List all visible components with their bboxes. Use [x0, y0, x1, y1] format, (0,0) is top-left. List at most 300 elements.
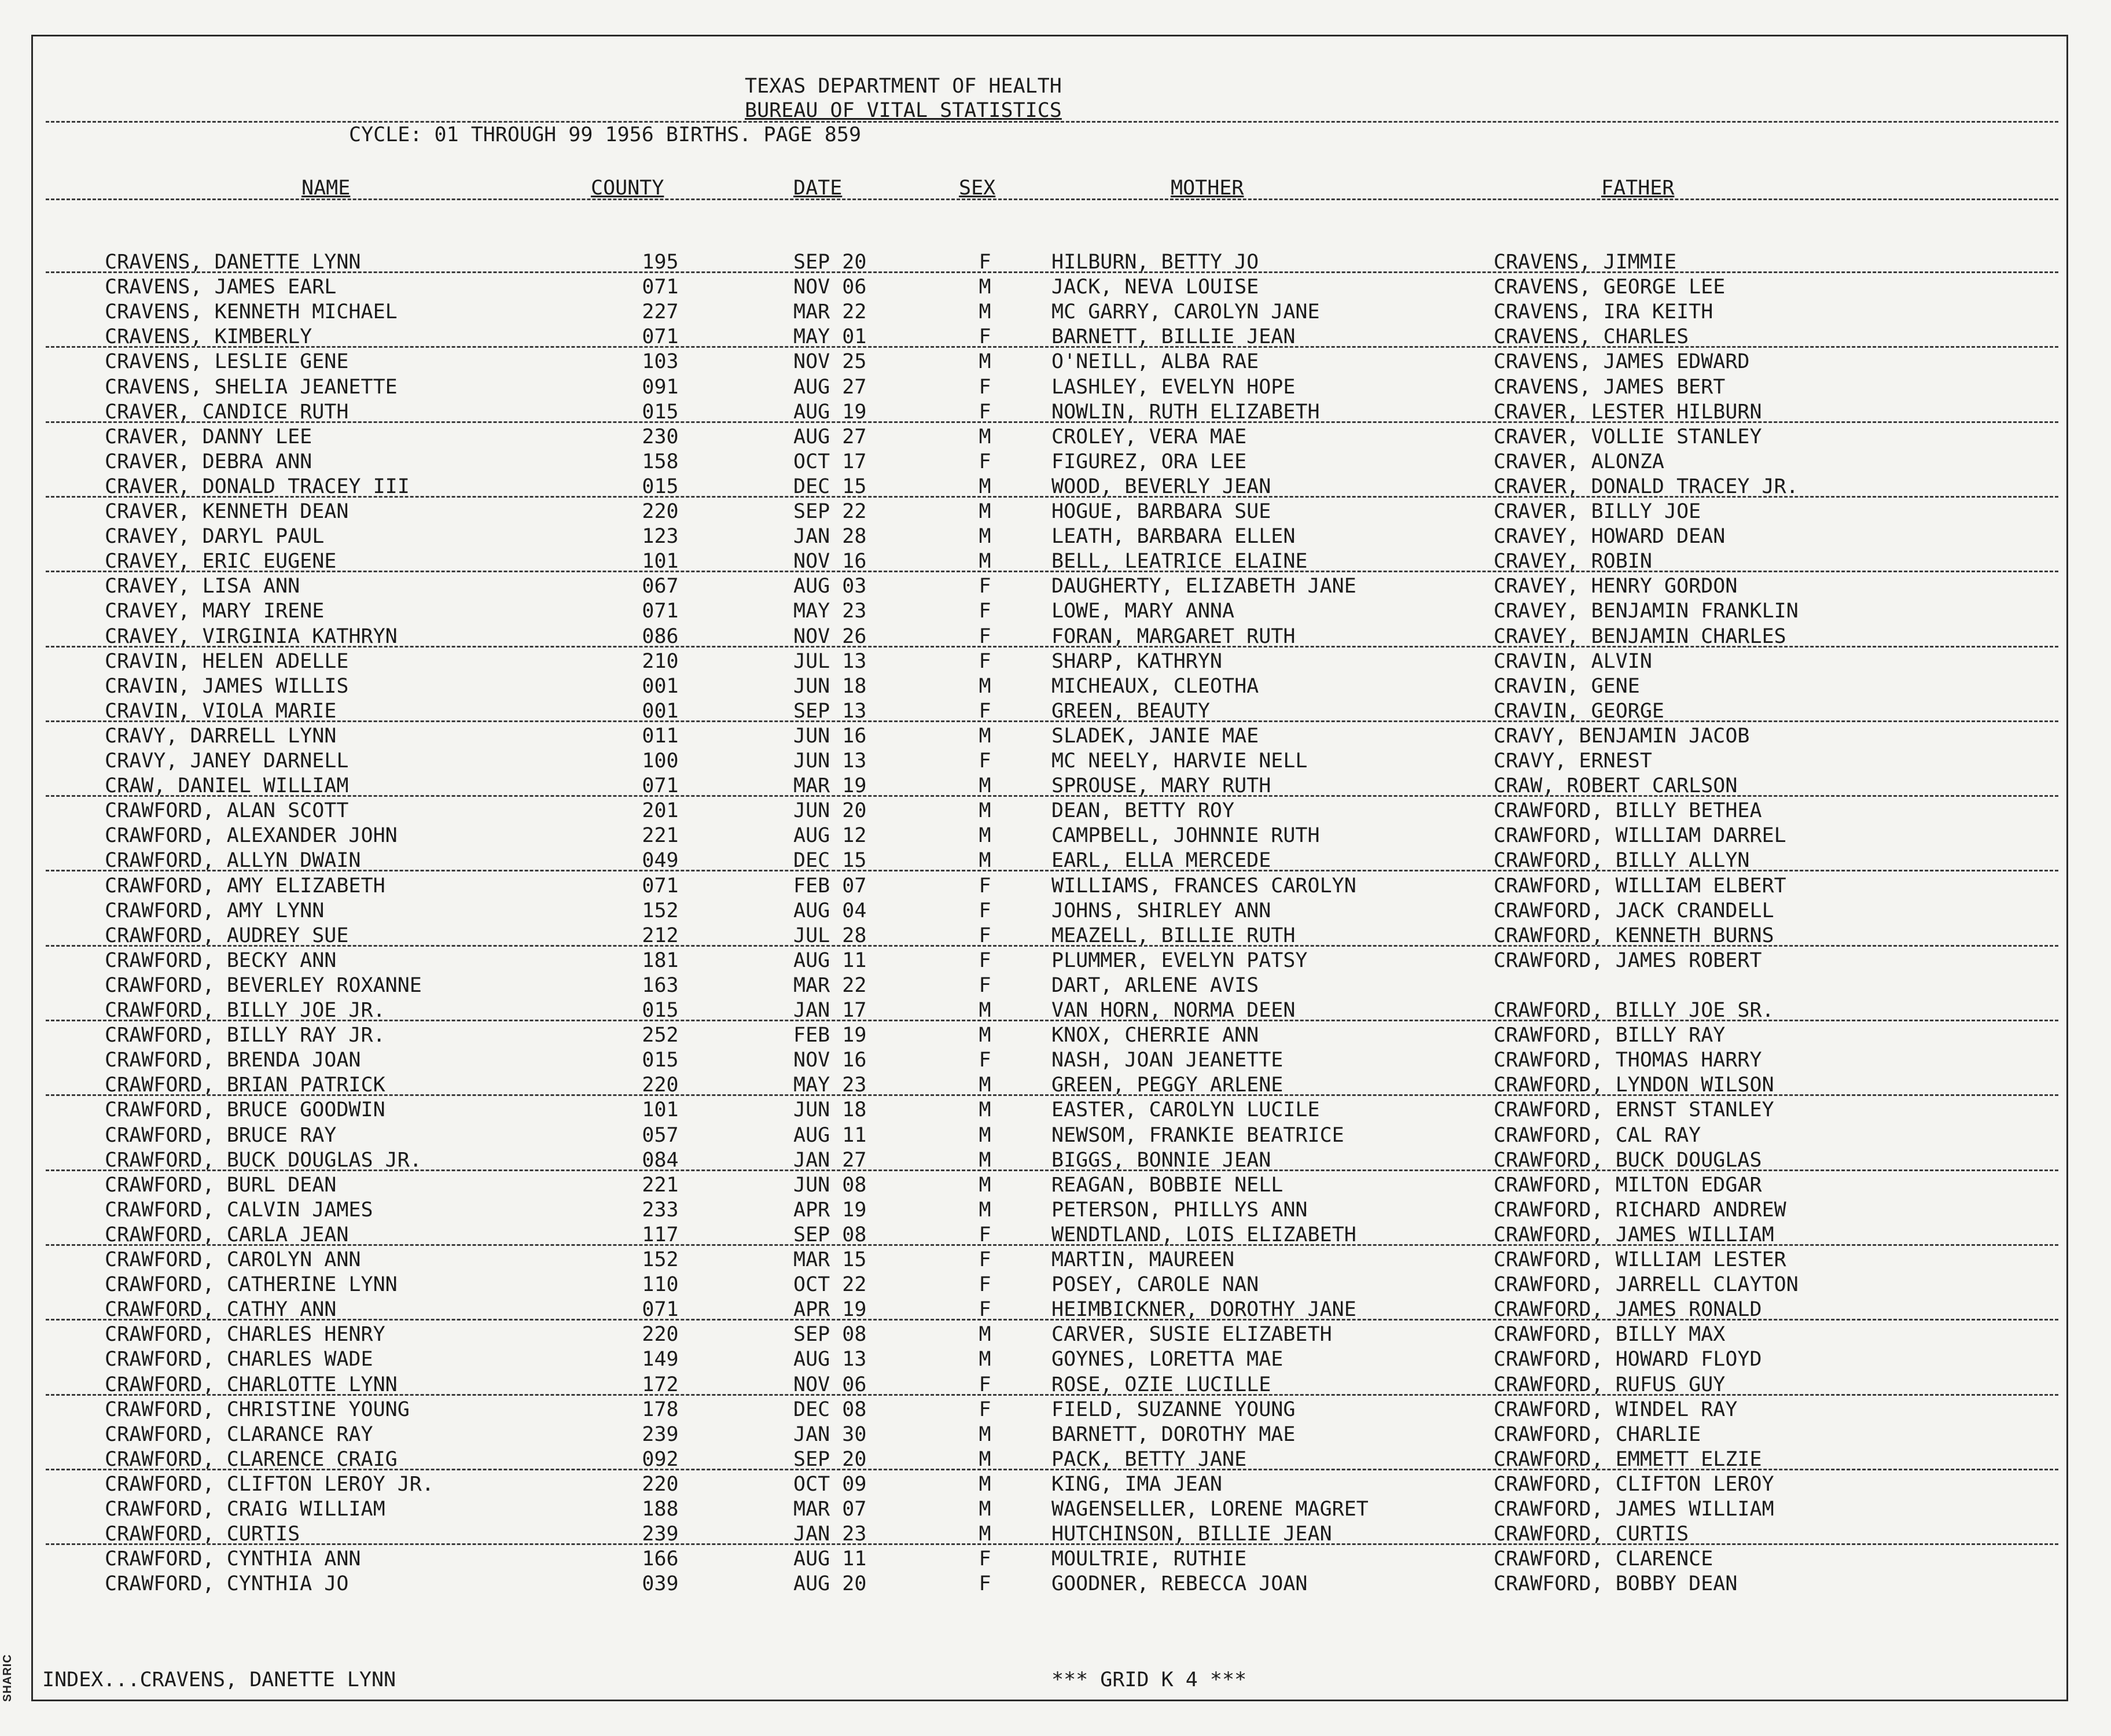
record-sex: M	[979, 674, 991, 698]
record-row	[33, 1198, 2066, 1223]
record-row	[33, 1473, 2066, 1498]
record-mother: NOWLIN, RUTH ELIZABETH	[1051, 400, 1320, 424]
column-county: COUNTY	[591, 176, 664, 200]
record-county: 227	[642, 300, 679, 324]
record-date: JAN 27	[793, 1148, 867, 1172]
record-county: 092	[642, 1447, 679, 1471]
record-mother: HILBURN, BETTY JO	[1051, 251, 1259, 274]
record-date: AUG 11	[793, 1547, 867, 1571]
record-county: 057	[642, 1123, 679, 1147]
record-father: CRAWFORD, LYNDON WILSON	[1494, 1073, 1774, 1097]
record-mother: MC GARRY, CAROLYN JANE	[1051, 300, 1320, 324]
record-county: 149	[642, 1348, 679, 1371]
record-father: CRAWFORD, CAL RAY	[1494, 1123, 1701, 1147]
record-county: 123	[642, 525, 679, 549]
record-sex: F	[979, 899, 991, 922]
record-mother: GREEN, PEGGY ARLENE	[1051, 1073, 1283, 1097]
record-row	[33, 275, 2066, 300]
record-name: CRAWFORD, CLIFTON LEROY JR.	[105, 1472, 434, 1496]
record-sex: M	[979, 1024, 991, 1047]
record-county: 188	[642, 1498, 679, 1521]
record-row	[33, 350, 2066, 375]
record-county: 201	[642, 799, 679, 823]
record-mother: POSEY, CAROLE NAN	[1051, 1273, 1259, 1297]
record-mother: LOWE, MARY ANNA	[1051, 599, 1235, 623]
record-mother: MICHEAUX, CLEOTHA	[1051, 674, 1259, 698]
record-sex: M	[979, 475, 991, 498]
record-row	[33, 1024, 2066, 1049]
record-name: CRAWFORD, BILLY JOE JR.	[105, 999, 385, 1022]
record-county: 071	[642, 325, 679, 349]
record-mother: EARL, ELLA MERCEDE	[1051, 849, 1271, 873]
record-father: CRAWFORD, CLIFTON LEROY	[1494, 1472, 1774, 1496]
record-sex: M	[979, 724, 991, 748]
record-father: CRAWFORD, HOWARD FLOYD	[1494, 1348, 1762, 1371]
record-row	[33, 450, 2066, 475]
record-row	[33, 949, 2066, 974]
record-father: CRAWFORD, RUFUS GUY	[1494, 1373, 1726, 1396]
record-row	[33, 475, 2066, 500]
record-sheet	[31, 35, 2068, 1701]
record-date: SEP 08	[793, 1323, 867, 1347]
column-headers	[33, 176, 2066, 205]
department-title: TEXAS DEPARTMENT OF HEALTH	[745, 75, 1062, 98]
record-county: 220	[642, 1323, 679, 1347]
record-name: CRAWFORD, CAROLYN ANN	[105, 1248, 361, 1271]
record-father: CRAWFORD, BILLY MAX	[1494, 1323, 1726, 1347]
record-mother: MC NEELY, HARVIE NELL	[1051, 749, 1308, 773]
record-father: CRAVER, ALONZA	[1494, 450, 1665, 473]
record-name: CRAVEY, ERIC EUGENE	[105, 550, 337, 573]
record-county: 001	[642, 674, 679, 698]
record-mother: SPROUSE, MARY RUTH	[1051, 774, 1271, 798]
column-divider	[46, 198, 2058, 200]
record-sex: M	[979, 1472, 991, 1496]
record-county: 221	[642, 1173, 679, 1197]
record-date: SEP 20	[793, 251, 867, 274]
record-row	[33, 599, 2066, 624]
record-row	[33, 1273, 2066, 1298]
record-date: NOV 16	[793, 1049, 867, 1072]
record-mother: ROSE, OZIE LUCILLE	[1051, 1373, 1271, 1396]
record-sex: M	[979, 1123, 991, 1147]
record-name: CRAVENS, KIMBERLY	[105, 325, 312, 349]
record-row	[33, 1223, 2066, 1248]
column-name: NAME	[301, 176, 351, 200]
record-father: CRAWFORD, JAMES RONALD	[1494, 1298, 1762, 1322]
record-mother: CROLEY, VERA MAE	[1051, 425, 1247, 448]
record-name: CRAWFORD, CYNTHIA ANN	[105, 1547, 361, 1571]
grid-footer: *** GRID K 4 ***	[1051, 1668, 1247, 1691]
record-date: MAR 15	[793, 1248, 867, 1271]
record-row	[33, 625, 2066, 650]
record-date: AUG 27	[793, 375, 867, 399]
record-county: 212	[642, 924, 679, 947]
record-name: CRAWFORD, AMY ELIZABETH	[105, 874, 385, 898]
record-county: 163	[642, 973, 679, 997]
column-mother: MOTHER	[1171, 176, 1244, 200]
record-row	[33, 1124, 2066, 1149]
record-father: CRAVY, ERNEST	[1494, 749, 1652, 773]
record-county: 220	[642, 500, 679, 523]
record-sex: F	[979, 599, 991, 623]
record-sex: F	[979, 624, 991, 648]
column-father: FATHER	[1601, 176, 1675, 200]
column-date: DATE	[793, 176, 843, 200]
record-mother: BARNETT, BILLIE JEAN	[1051, 325, 1296, 349]
record-date: DEC 08	[793, 1397, 867, 1421]
record-sex: F	[979, 874, 991, 898]
record-date: SEP 13	[793, 699, 867, 723]
record-sex: M	[979, 500, 991, 523]
record-county: 233	[642, 1198, 679, 1222]
record-row	[33, 1298, 2066, 1323]
record-date: SEP 22	[793, 500, 867, 523]
record-date: FEB 07	[793, 874, 867, 898]
record-name: CRAWFORD, BURL DEAN	[105, 1173, 337, 1197]
record-mother: GREEN, BEAUTY	[1051, 699, 1210, 723]
record-father: CRAVER, VOLLIE STANLEY	[1494, 425, 1762, 448]
record-county: 210	[642, 649, 679, 673]
record-county: 091	[642, 375, 679, 399]
record-sex: M	[979, 1522, 991, 1546]
record-county: 015	[642, 999, 679, 1022]
record-row	[33, 824, 2066, 849]
record-county: 117	[642, 1223, 679, 1246]
record-sex: M	[979, 774, 991, 798]
record-name: CRAWFORD, BUCK DOUGLAS JR.	[105, 1148, 422, 1172]
record-sex: M	[979, 1098, 991, 1122]
record-date: AUG 04	[793, 899, 867, 922]
record-sex: F	[979, 1298, 991, 1322]
record-sex: M	[979, 799, 991, 823]
record-date: NOV 25	[793, 350, 867, 374]
header-divider	[46, 121, 2058, 123]
record-sex: F	[979, 1397, 991, 1421]
record-sex: M	[979, 1323, 991, 1347]
record-sex: M	[979, 1348, 991, 1371]
record-date: APR 19	[793, 1298, 867, 1322]
record-row	[33, 1098, 2066, 1123]
record-mother: PETERSON, PHILLYS ANN	[1051, 1198, 1308, 1222]
record-name: CRAWFORD, CURTIS	[105, 1522, 300, 1546]
record-father: CRAVER, BILLY JOE	[1494, 500, 1701, 523]
record-name: CRAWFORD, CLARANCE RAY	[105, 1422, 373, 1446]
record-name: CRAWFORD, CARLA JEAN	[105, 1223, 349, 1246]
record-mother: CARVER, SUSIE ELIZABETH	[1051, 1323, 1332, 1347]
record-mother: HEIMBICKNER, DOROTHY JANE	[1051, 1298, 1356, 1322]
record-name: CRAWFORD, CHARLES HENRY	[105, 1323, 385, 1347]
record-sex: M	[979, 525, 991, 549]
record-father: CRAWFORD, KENNETH BURNS	[1494, 924, 1774, 947]
record-father: CRAVENS, CHARLES	[1494, 325, 1689, 349]
record-mother: WILLIAMS, FRANCES CAROLYN	[1051, 874, 1356, 898]
record-name: CRAVIN, JAMES WILLIS	[105, 674, 349, 698]
record-sex: M	[979, 1198, 991, 1222]
record-date: JAN 23	[793, 1522, 867, 1546]
record-row	[33, 1323, 2066, 1348]
record-mother: SLADEK, JANIE MAE	[1051, 724, 1259, 748]
record-mother: WENDTLAND, LOIS ELIZABETH	[1051, 1223, 1356, 1246]
record-row	[33, 1522, 2066, 1547]
record-date: JAN 17	[793, 999, 867, 1022]
record-mother: NEWSOM, FRANKIE BEATRICE	[1051, 1123, 1344, 1147]
record-date: MAY 23	[793, 1073, 867, 1097]
record-mother: PLUMMER, EVELYN PATSY	[1051, 948, 1308, 972]
record-date: OCT 17	[793, 450, 867, 473]
record-mother: WOOD, BEVERLY JEAN	[1051, 475, 1271, 498]
record-sex: F	[979, 1273, 991, 1297]
record-father: CRAVEY, HOWARD DEAN	[1494, 525, 1726, 549]
record-mother: O'NEILL, ALBA RAE	[1051, 350, 1259, 374]
record-date: MAY 23	[793, 599, 867, 623]
record-sex: M	[979, 1173, 991, 1197]
record-father: CRAWFORD, MILTON EDGAR	[1494, 1173, 1762, 1197]
record-date: AUG 11	[793, 948, 867, 972]
record-mother: DART, ARLENE AVIS	[1051, 973, 1259, 997]
record-father: CRAWFORD, THOMAS HARRY	[1494, 1049, 1762, 1072]
record-sex: M	[979, 1422, 991, 1446]
record-sex: M	[979, 1148, 991, 1172]
record-father: CRAVER, DONALD TRACEY JR.	[1494, 475, 1799, 498]
record-date: FEB 19	[793, 1024, 867, 1047]
record-county: 101	[642, 550, 679, 573]
record-father: CRAVEY, BENJAMIN FRANKLIN	[1494, 599, 1799, 623]
record-mother: MOULTRIE, RUTHIE	[1051, 1547, 1247, 1571]
record-sex: M	[979, 1498, 991, 1521]
record-father: CRAWFORD, WILLIAM DARREL	[1494, 824, 1786, 848]
record-name: CRAWFORD, CYNTHIA JO	[105, 1572, 349, 1596]
record-father: CRAW, ROBERT CARLSON	[1494, 774, 1738, 798]
record-father: CRAVIN, GEORGE	[1494, 699, 1665, 723]
record-county: 230	[642, 425, 679, 448]
record-date: AUG 13	[793, 1348, 867, 1371]
record-mother: BELL, LEATRICE ELAINE	[1051, 550, 1308, 573]
record-row	[33, 724, 2066, 749]
record-mother: PACK, BETTY JANE	[1051, 1447, 1247, 1471]
record-county: 039	[642, 1572, 679, 1596]
record-sex: F	[979, 251, 991, 274]
record-mother: FIGUREZ, ORA LEE	[1051, 450, 1247, 473]
record-date: AUG 11	[793, 1123, 867, 1147]
record-sex: F	[979, 948, 991, 972]
record-mother: MEAZELL, BILLIE RUTH	[1051, 924, 1296, 947]
bureau-title: BUREAU OF VITAL STATISTICS	[745, 99, 1062, 122]
record-mother: HOGUE, BARBARA SUE	[1051, 500, 1271, 523]
record-date: SEP 08	[793, 1223, 867, 1246]
record-sex: M	[979, 1073, 991, 1097]
record-row	[33, 1547, 2066, 1572]
record-father: CRAWFORD, WILLIAM LESTER	[1494, 1248, 1786, 1271]
record-name: CRAVER, DANNY LEE	[105, 425, 312, 448]
record-mother: SHARP, KATHRYN	[1051, 649, 1223, 673]
record-father: CRAVIN, GENE	[1494, 674, 1640, 698]
record-name: CRAVER, KENNETH DEAN	[105, 500, 349, 523]
record-sex: F	[979, 325, 991, 349]
record-row	[33, 1423, 2066, 1448]
record-row	[33, 1174, 2066, 1198]
record-father: CRAVER, LESTER HILBURN	[1494, 400, 1762, 424]
record-father: CRAVENS, JAMES BERT	[1494, 375, 1726, 399]
record-row	[33, 700, 2066, 724]
record-county: 001	[642, 699, 679, 723]
record-sex: F	[979, 1572, 991, 1596]
margin-mark: SHARIC	[1, 1654, 14, 1702]
record-father: CRAWFORD, WILLIAM ELBERT	[1494, 874, 1786, 898]
record-name: CRAWFORD, CALVIN JAMES	[105, 1198, 373, 1222]
record-name: CRAVY, JANEY DARNELL	[105, 749, 349, 773]
record-county: 015	[642, 400, 679, 424]
record-sex: F	[979, 400, 991, 424]
record-county: 220	[642, 1472, 679, 1496]
record-date: NOV 06	[793, 275, 867, 299]
record-date: MAY 01	[793, 325, 867, 349]
record-mother: BIGGS, BONNIE JEAN	[1051, 1148, 1271, 1172]
record-sex: F	[979, 375, 991, 399]
record-date: JUL 28	[793, 924, 867, 947]
record-name: CRAVER, DONALD TRACEY III	[105, 475, 410, 498]
record-row	[33, 899, 2066, 924]
record-father: CRAWFORD, EMMETT ELZIE	[1494, 1447, 1762, 1471]
record-father: CRAWFORD, JARRELL CLAYTON	[1494, 1273, 1799, 1297]
record-row	[33, 550, 2066, 575]
column-sex: SEX	[959, 176, 996, 200]
record-county: 015	[642, 475, 679, 498]
record-name: CRAWFORD, BEVERLEY ROXANNE	[105, 973, 422, 997]
record-date: AUG 20	[793, 1572, 867, 1596]
record-date: JUN 13	[793, 749, 867, 773]
record-father: CRAWFORD, BILLY RAY	[1494, 1024, 1726, 1047]
record-sex: M	[979, 849, 991, 873]
record-sex: F	[979, 1373, 991, 1396]
record-name: CRAW, DANIEL WILLIAM	[105, 774, 349, 798]
record-mother: GOODNER, REBECCA JOAN	[1051, 1572, 1308, 1596]
record-sex: F	[979, 575, 991, 598]
record-father: CRAWFORD, CHARLIE	[1494, 1422, 1701, 1446]
record-father: CRAVEY, BENJAMIN CHARLES	[1494, 624, 1786, 648]
record-row	[33, 650, 2066, 675]
record-name: CRAWFORD, CHARLOTTE LYNN	[105, 1373, 398, 1396]
record-name: CRAVENS, JAMES EARL	[105, 275, 337, 299]
record-mother: REAGAN, BOBBIE NELL	[1051, 1173, 1283, 1197]
record-date: MAR 22	[793, 973, 867, 997]
record-mother: BARNETT, DOROTHY MAE	[1051, 1422, 1296, 1446]
record-mother: WAGENSELLER, LORENE MAGRET	[1051, 1498, 1369, 1521]
record-row	[33, 325, 2066, 350]
record-father: CRAWFORD, BILLY JOE SR.	[1494, 999, 1774, 1022]
record-row	[33, 500, 2066, 525]
record-father: CRAVEY, HENRY GORDON	[1494, 575, 1738, 598]
record-name: CRAWFORD, BECKY ANN	[105, 948, 337, 972]
record-mother: MARTIN, MAUREEN	[1051, 1248, 1235, 1271]
record-date: JUN 20	[793, 799, 867, 823]
record-date: JAN 30	[793, 1422, 867, 1446]
record-row	[33, 1073, 2066, 1098]
record-sex: F	[979, 749, 991, 773]
record-county: 239	[642, 1522, 679, 1546]
record-father: CRAWFORD, CLARENCE	[1494, 1547, 1713, 1571]
record-name: CRAWFORD, ALEXANDER JOHN	[105, 824, 398, 848]
record-county: 071	[642, 1298, 679, 1322]
record-sex: M	[979, 275, 991, 299]
record-county: 172	[642, 1373, 679, 1396]
record-county: 181	[642, 948, 679, 972]
record-row	[33, 1149, 2066, 1174]
record-sex: M	[979, 550, 991, 573]
record-date: DEC 15	[793, 849, 867, 873]
record-mother: GOYNES, LORETTA MAE	[1051, 1348, 1283, 1371]
record-date: AUG 19	[793, 400, 867, 424]
record-date: JUN 08	[793, 1173, 867, 1197]
record-row	[33, 999, 2066, 1024]
record-name: CRAVENS, KENNETH MICHAEL	[105, 300, 398, 324]
record-date: MAR 22	[793, 300, 867, 324]
record-sex: F	[979, 1049, 991, 1072]
record-county: 152	[642, 1248, 679, 1271]
record-sex: F	[979, 699, 991, 723]
record-name: CRAVIN, VIOLA MARIE	[105, 699, 337, 723]
record-row	[33, 400, 2066, 425]
record-name: CRAWFORD, BRUCE RAY	[105, 1123, 337, 1147]
record-row	[33, 525, 2066, 550]
record-date: AUG 03	[793, 575, 867, 598]
record-father: CRAWFORD, JAMES WILLIAM	[1494, 1498, 1774, 1521]
record-father: CRAWFORD, BOBBY DEAN	[1494, 1572, 1738, 1596]
record-date: AUG 27	[793, 425, 867, 448]
record-father: CRAWFORD, JAMES WILLIAM	[1494, 1223, 1774, 1246]
record-county: 178	[642, 1397, 679, 1421]
record-row	[33, 1248, 2066, 1273]
record-name: CRAWFORD, AMY LYNN	[105, 899, 325, 922]
record-name: CRAVIN, HELEN ADELLE	[105, 649, 349, 673]
record-name: CRAWFORD, CHRISTINE YOUNG	[105, 1397, 410, 1421]
record-sex: F	[979, 1223, 991, 1246]
record-county: 015	[642, 1049, 679, 1072]
record-sex: F	[979, 973, 991, 997]
record-date: OCT 22	[793, 1273, 867, 1297]
record-name: CRAWFORD, CRAIG WILLIAM	[105, 1498, 385, 1521]
record-date: NOV 06	[793, 1373, 867, 1396]
record-row	[33, 425, 2066, 450]
record-mother: NASH, JOAN JEANETTE	[1051, 1049, 1283, 1072]
record-sex: F	[979, 924, 991, 947]
record-name: CRAVENS, DANETTE LYNN	[105, 251, 361, 274]
record-county: 158	[642, 450, 679, 473]
record-name: CRAVEY, DARYL PAUL	[105, 525, 325, 549]
record-row	[33, 376, 2066, 400]
record-father: CRAWFORD, WINDEL RAY	[1494, 1397, 1738, 1421]
record-date: JUN 18	[793, 1098, 867, 1122]
record-sex: M	[979, 1447, 991, 1471]
record-name: CRAWFORD, ALLYN DWAIN	[105, 849, 361, 873]
record-father: CRAWFORD, JAMES ROBERT	[1494, 948, 1762, 972]
record-date: APR 19	[793, 1198, 867, 1222]
record-sex: F	[979, 649, 991, 673]
record-county: 049	[642, 849, 679, 873]
record-name: CRAVENS, LESLIE GENE	[105, 350, 349, 374]
record-row	[33, 924, 2066, 949]
record-name: CRAWFORD, AUDREY SUE	[105, 924, 349, 947]
record-row	[33, 300, 2066, 325]
record-name: CRAWFORD, BRIAN PATRICK	[105, 1073, 385, 1097]
record-name: CRAWFORD, CLARENCE CRAIG	[105, 1447, 398, 1471]
record-mother: HUTCHINSON, BILLIE JEAN	[1051, 1522, 1332, 1546]
record-name: CRAWFORD, CATHY ANN	[105, 1298, 337, 1322]
record-father: CRAVENS, IRA KEITH	[1494, 300, 1713, 324]
record-mother: VAN HORN, NORMA DEEN	[1051, 999, 1296, 1022]
record-county: 252	[642, 1024, 679, 1047]
record-row	[33, 749, 2066, 774]
